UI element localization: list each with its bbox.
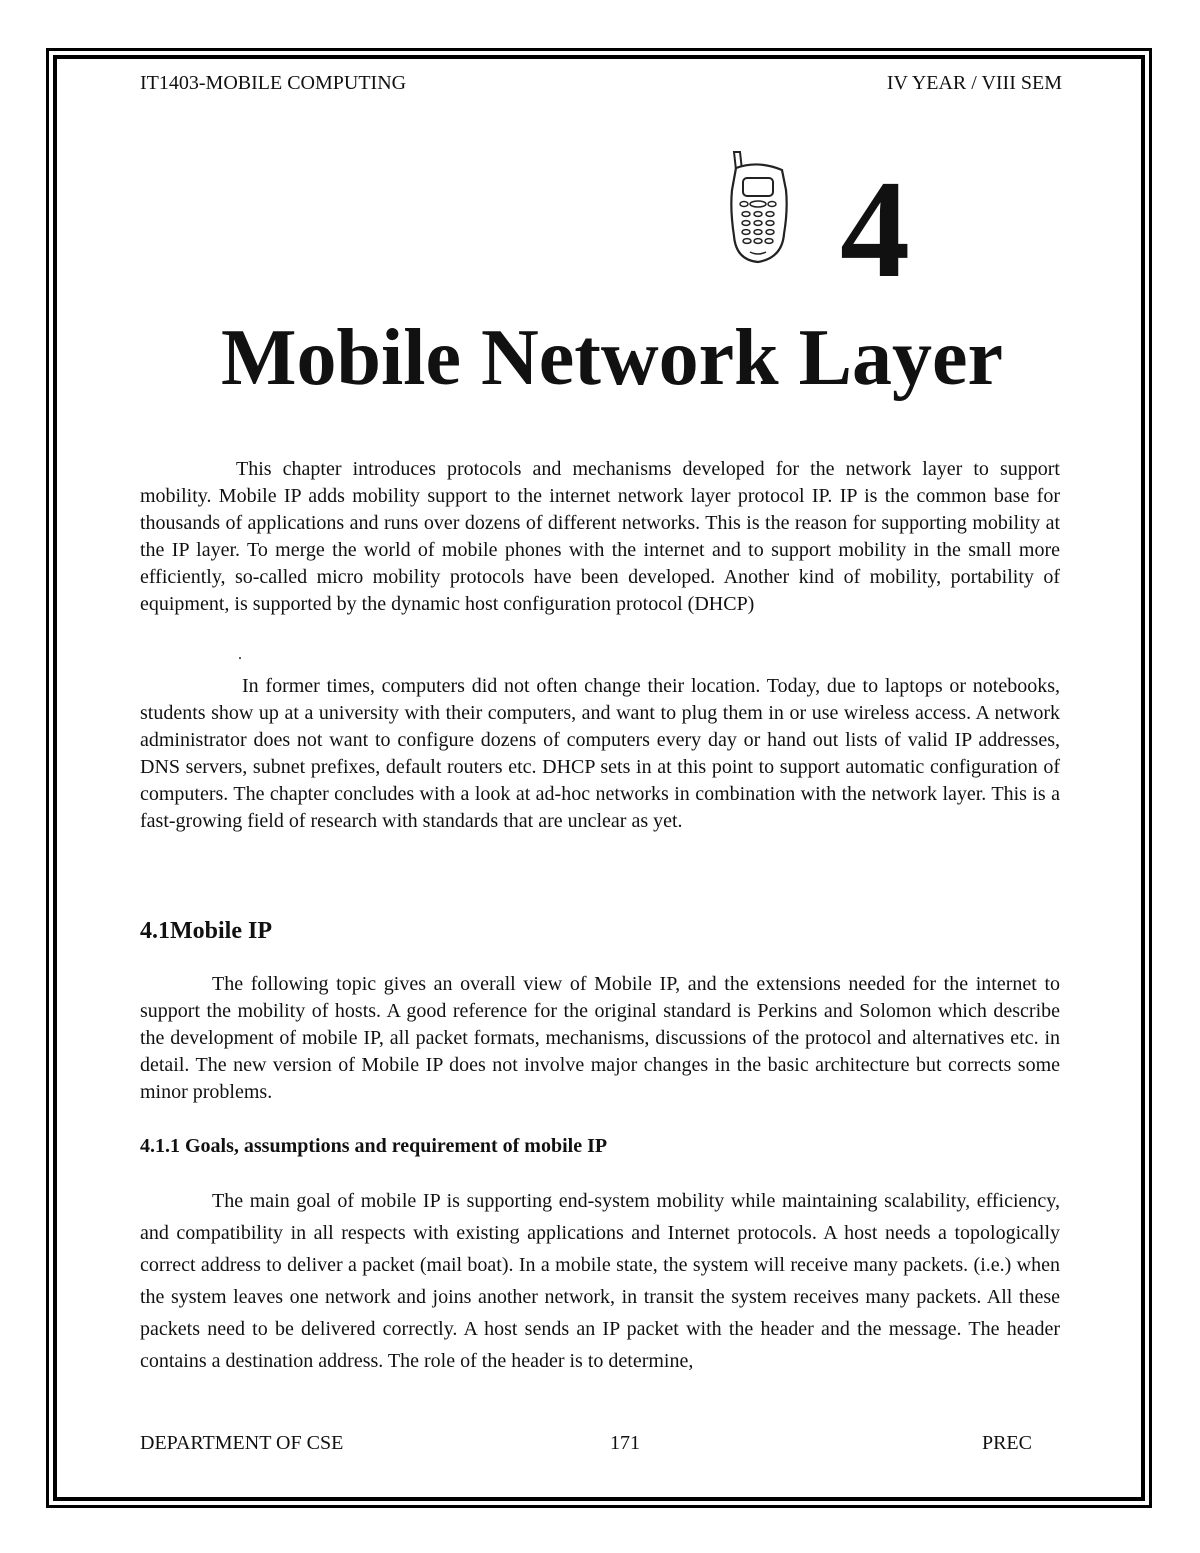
subsection-heading: 4.1.1 Goals, assumptions and requirement of mobile IP <box>140 1135 608 1157</box>
subsection-paragraph-text: The main goal of mobile IP is supporting end-system mobility while maintaining scalability, efficiency, and compatibility in all respects with existing applications and Internet protocols. A host needs a topologically correct address to deliver a packet (mail boat). In a mobile state, the system will receive many packets. (i.e.) when the system leaves one network and joins another network, in transit the system receives many packets. All these packets need to be delivered correctly. A host sends an IP packet with the header and the message. The header contains a destination address. The role of the header is to determine, <box>140 1190 1060 1372</box>
section-heading: 4.1Mobile IP <box>140 918 272 944</box>
header-semester: IV YEAR / VIII SEM <box>886 72 1062 94</box>
subsection-paragraph <box>140 1185 1060 1377</box>
intro-paragraph-2-text: In former times, computers did not often change their location. Today, due to laptops or notebooks, students show up at a university with their computers, and want to plug them in or use wireless access. A network administrator does not want to configure dozens of computers every day or hand out lists of valid IP addresses, DNS servers, subnet prefixes, default routers etc. DHCP sets in at this point to support automatic configuration of computers. The chapter concludes with a look at ad-hoc networks in combination with the network layer. This is a fast-growing field of research with standards that are unclear as yet. <box>140 675 1060 832</box>
chapter-number: 4 <box>840 152 910 307</box>
stray-mark: . <box>238 646 242 663</box>
footer-department: DEPARTMENT OF CSE <box>140 1432 344 1454</box>
intro-paragraph-1 <box>140 456 1060 618</box>
intro-paragraph-2 <box>140 673 1060 835</box>
mobile-phone-icon <box>726 150 790 266</box>
header-course: IT1403-MOBILE COMPUTING <box>140 72 407 94</box>
footer-institution: PREC <box>981 1432 1032 1454</box>
section-paragraph <box>140 971 1060 1106</box>
chapter-title: Mobile Network Layer <box>220 314 1004 402</box>
footer-page-number: 171 <box>610 1432 640 1454</box>
intro-paragraph-1-text: This chapter introduces protocols and mechanisms developed for the network layer to support mobility. Mobile IP adds mobility support to the internet network layer protocol IP. IP is the common base for thousands of applications and runs over dozens of different networks. This is the reason for supporting mobility at the IP layer. To merge the world of mobile phones with the internet and to support mobility in the small more efficiently, so-called micro mobility protocols have been developed. Another kind of mobility, portability of equipment, is supported by the dynamic host configuration protocol (DHCP) <box>140 458 1060 615</box>
section-paragraph-text: The following topic gives an overall view of Mobile IP, and the extensions needed for the internet to support the mobility of hosts. A good reference for the original standard is Perkins and Solomon which describe the development of mobile IP, all packet formats, mechanisms, discussions of the protocol and alternatives etc. in detail. The new version of Mobile IP does not involve major changes in the basic architecture but corrects some minor problems. <box>140 973 1060 1103</box>
